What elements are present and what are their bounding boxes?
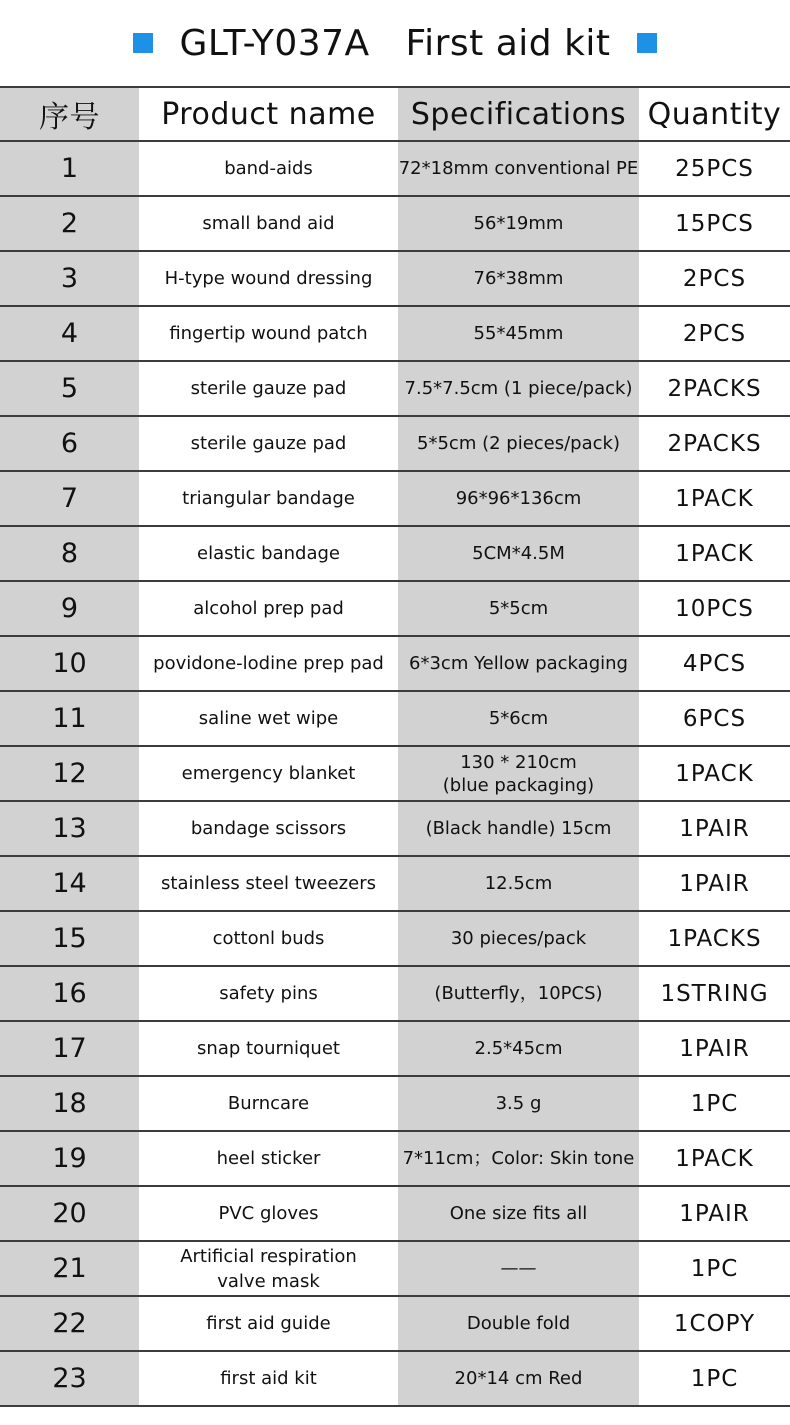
- cell-specification: 5*5cm: [398, 581, 639, 636]
- cell-quantity: 1PACK: [639, 1131, 790, 1186]
- cell-number: 15: [0, 911, 139, 966]
- header-number: 序号: [0, 87, 139, 141]
- cell-quantity: 10PCS: [639, 581, 790, 636]
- cell-product-name: alcohol prep pad: [139, 581, 398, 636]
- cell-specification: 7*11cm；Color: Skin tone: [398, 1131, 639, 1186]
- cell-specification: 30 pieces/pack: [398, 911, 639, 966]
- cell-product-name: Artificial respiration valve mask: [139, 1241, 398, 1296]
- cell-product-name: elastic bandage: [139, 526, 398, 581]
- cell-specification: (Black handle) 15cm: [398, 801, 639, 856]
- cell-specification: 96*96*136cm: [398, 471, 639, 526]
- table-row: [0, 1076, 790, 1131]
- cell-number: 2: [0, 196, 139, 251]
- cell-number: 23: [0, 1351, 139, 1406]
- header-row: [0, 87, 790, 141]
- table-row: [0, 746, 790, 801]
- cell-product-name: stainless steel tweezers: [139, 856, 398, 911]
- table-row: [0, 911, 790, 966]
- cell-product-name: heel sticker: [139, 1131, 398, 1186]
- table-row: [0, 581, 790, 636]
- table-row: [0, 801, 790, 856]
- title-bar: [0, 0, 790, 86]
- table-row: [0, 636, 790, 691]
- cell-specification: 72*18mm conventional PE: [398, 141, 639, 196]
- cell-specification: 20*14 cm Red: [398, 1351, 639, 1406]
- table-row: [0, 251, 790, 306]
- header-quantity: Quantity: [639, 87, 790, 141]
- cell-specification: 56*19mm: [398, 196, 639, 251]
- table-row: [0, 1021, 790, 1076]
- cell-quantity: 1STRING: [639, 966, 790, 1021]
- cell-number: 8: [0, 526, 139, 581]
- cell-quantity: 4PCS: [639, 636, 790, 691]
- page-title: GLT-Y037A First aid kit: [179, 22, 611, 64]
- table-row: [0, 1186, 790, 1241]
- cell-quantity: 2PACKS: [639, 416, 790, 471]
- header-product-name: Product name: [139, 87, 398, 141]
- table-row: [0, 196, 790, 251]
- table-row: [0, 306, 790, 361]
- cell-specification: ——: [398, 1241, 639, 1296]
- cell-number: 5: [0, 361, 139, 416]
- cell-number: 4: [0, 306, 139, 361]
- cell-number: 13: [0, 801, 139, 856]
- cell-specification: 5*6cm: [398, 691, 639, 746]
- first-aid-kit-table: [0, 86, 790, 1407]
- cell-product-name: safety pins: [139, 966, 398, 1021]
- table-row: [0, 416, 790, 471]
- cell-quantity: 1PC: [639, 1076, 790, 1131]
- cell-quantity: 15PCS: [639, 196, 790, 251]
- cell-number: 1: [0, 141, 139, 196]
- table-row: [0, 1131, 790, 1186]
- table-row: [0, 691, 790, 746]
- cell-product-name: cottonl buds: [139, 911, 398, 966]
- cell-number: 12: [0, 746, 139, 801]
- cell-number: 21: [0, 1241, 139, 1296]
- cell-product-name: bandage scissors: [139, 801, 398, 856]
- table-row: [0, 361, 790, 416]
- cell-number: 20: [0, 1186, 139, 1241]
- cell-specification: 2.5*45cm: [398, 1021, 639, 1076]
- cell-quantity: 2PACKS: [639, 361, 790, 416]
- cell-quantity: 1PACK: [639, 471, 790, 526]
- cell-specification: Double fold: [398, 1296, 639, 1351]
- cell-specification: 6*3cm Yellow packaging: [398, 636, 639, 691]
- header-specifications: Specifications: [398, 87, 639, 141]
- cell-specification: 7.5*7.5cm (1 piece/pack): [398, 361, 639, 416]
- table-row: [0, 141, 790, 196]
- cell-product-name: emergency blanket: [139, 746, 398, 801]
- cell-quantity: 25PCS: [639, 141, 790, 196]
- cell-product-name: band-aids: [139, 141, 398, 196]
- cell-product-name: sterile gauze pad: [139, 416, 398, 471]
- table-row: [0, 1241, 790, 1296]
- cell-specification: (Butterfly，10PCS): [398, 966, 639, 1021]
- cell-quantity: 2PCS: [639, 251, 790, 306]
- table-body: [0, 141, 790, 1406]
- cell-number: 10: [0, 636, 139, 691]
- cell-product-name: PVC gloves: [139, 1186, 398, 1241]
- cell-quantity: 1PC: [639, 1351, 790, 1406]
- cell-number: 14: [0, 856, 139, 911]
- cell-specification: 5*5cm (2 pieces/pack): [398, 416, 639, 471]
- cell-number: 7: [0, 471, 139, 526]
- cell-product-name: triangular bandage: [139, 471, 398, 526]
- table-row: [0, 526, 790, 581]
- cell-product-name: povidone-lodine prep pad: [139, 636, 398, 691]
- cell-quantity: 1PACK: [639, 526, 790, 581]
- cell-number: 6: [0, 416, 139, 471]
- cell-product-name: fingertip wound patch: [139, 306, 398, 361]
- cell-quantity: 1COPY: [639, 1296, 790, 1351]
- right-square-icon: [637, 33, 657, 53]
- cell-product-name: first aid guide: [139, 1296, 398, 1351]
- cell-quantity: 1PAIR: [639, 1186, 790, 1241]
- table-row: [0, 1296, 790, 1351]
- cell-product-name: first aid kit: [139, 1351, 398, 1406]
- cell-specification: 3.5 g: [398, 1076, 639, 1131]
- cell-product-name: small band aid: [139, 196, 398, 251]
- cell-product-name: H-type wound dressing: [139, 251, 398, 306]
- cell-specification: 55*45mm: [398, 306, 639, 361]
- cell-specification: 130 * 210cm (blue packaging): [398, 746, 639, 801]
- cell-quantity: 2PCS: [639, 306, 790, 361]
- cell-quantity: 1PAIR: [639, 1021, 790, 1076]
- cell-quantity: 1PACK: [639, 746, 790, 801]
- table-row: [0, 1351, 790, 1406]
- cell-quantity: 1PAIR: [639, 801, 790, 856]
- cell-specification: 76*38mm: [398, 251, 639, 306]
- cell-quantity: 6PCS: [639, 691, 790, 746]
- table-row: [0, 471, 790, 526]
- cell-product-name: snap tourniquet: [139, 1021, 398, 1076]
- cell-product-name: Burncare: [139, 1076, 398, 1131]
- cell-number: 22: [0, 1296, 139, 1351]
- cell-number: 11: [0, 691, 139, 746]
- cell-number: 3: [0, 251, 139, 306]
- cell-specification: 12.5cm: [398, 856, 639, 911]
- cell-specification: One size fits all: [398, 1186, 639, 1241]
- cell-number: 17: [0, 1021, 139, 1076]
- cell-number: 16: [0, 966, 139, 1021]
- cell-quantity: 1PC: [639, 1241, 790, 1296]
- cell-number: 19: [0, 1131, 139, 1186]
- cell-quantity: 1PACKS: [639, 911, 790, 966]
- cell-specification: 5CM*4.5M: [398, 526, 639, 581]
- table-row: [0, 966, 790, 1021]
- left-square-icon: [133, 33, 153, 53]
- cell-number: 9: [0, 581, 139, 636]
- cell-number: 18: [0, 1076, 139, 1131]
- table-row: [0, 856, 790, 911]
- cell-quantity: 1PAIR: [639, 856, 790, 911]
- cell-product-name: saline wet wipe: [139, 691, 398, 746]
- cell-product-name: sterile gauze pad: [139, 361, 398, 416]
